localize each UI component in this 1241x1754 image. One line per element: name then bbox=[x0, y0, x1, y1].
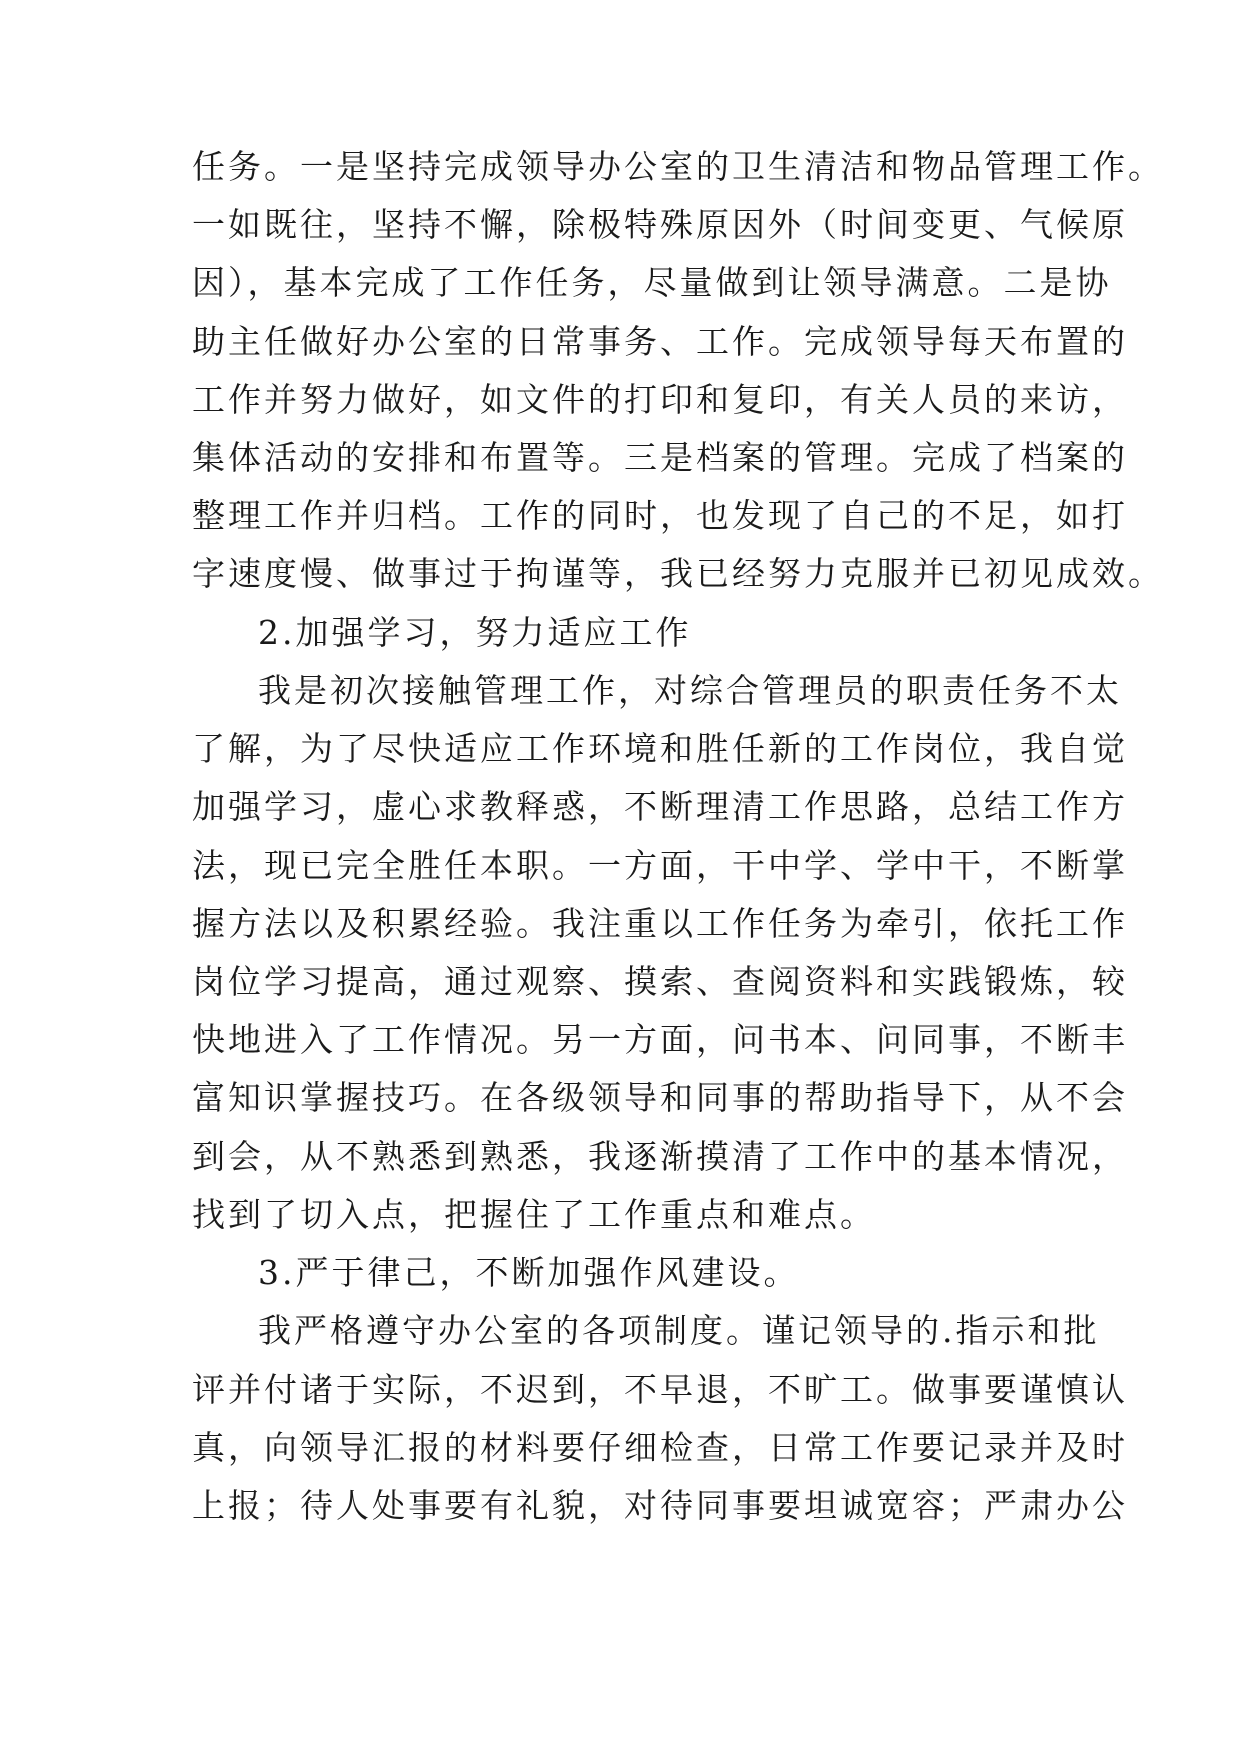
text-line: 法，现已完全胜任本职。一方面，干中学、学中干，不断掌 bbox=[192, 846, 1128, 885]
text-line: 工作并努力做好，如文件的打印和复印，有关人员的来访， bbox=[192, 380, 1128, 419]
text-line: 评并付诸于实际，不迟到，不早退，不旷工。做事要谨慎认 bbox=[192, 1370, 1128, 1409]
section-heading: 3.严于律己，不断加强作风建设。 bbox=[258, 1253, 800, 1292]
text-line: 岗位学习提高，通过观察、摸索、查阅资料和实践锻炼，较 bbox=[192, 962, 1128, 1001]
text-line: 我是初次接触管理工作，对综合管理员的职责任务不太 bbox=[258, 671, 1122, 710]
text-line: 我严格遵守办公室的各项制度。谨记领导的.指示和批 bbox=[258, 1311, 1100, 1350]
text-line: 集体活动的安排和布置等。三是档案的管理。完成了档案的 bbox=[192, 438, 1128, 477]
text-line: 加强学习，虚心求教释惑，不断理清工作思路，总结工作方 bbox=[192, 787, 1128, 826]
text-line: 一如既往，坚持不懈，除极特殊原因外（时间变更、气候原 bbox=[192, 205, 1128, 244]
text-line: 上报；待人处事要有礼貌，对待同事要坦诚宽容；严肃办公 bbox=[192, 1486, 1128, 1525]
text-line: 了解，为了尽快适应工作环境和胜任新的工作岗位，我自觉 bbox=[192, 729, 1128, 768]
section-heading: 2.加强学习，努力适应工作 bbox=[258, 613, 692, 652]
text-line: 握方法以及积累经验。我注重以工作任务为牵引，依托工作 bbox=[192, 904, 1128, 943]
text-line: 整理工作并归档。工作的同时，也发现了自己的不足，如打 bbox=[192, 496, 1128, 535]
text-line: 快地进入了工作情况。另一方面，问书本、问同事，不断丰 bbox=[192, 1020, 1128, 1059]
text-line: 字速度慢、做事过于拘谨等，我已经努力克服并已初见成效。 bbox=[192, 554, 1164, 593]
text-line: 助主任做好办公室的日常事务、工作。完成领导每天布置的 bbox=[192, 322, 1128, 361]
text-line: 任务。一是坚持完成领导办公室的卫生清洁和物品管理工作。 bbox=[192, 147, 1164, 186]
text-line: 找到了切入点，把握住了工作重点和难点。 bbox=[192, 1195, 876, 1234]
text-line: 富知识掌握技巧。在各级领导和同事的帮助指导下，从不会 bbox=[192, 1078, 1128, 1117]
text-line: 到会，从不熟悉到熟悉，我逐渐摸清了工作中的基本情况， bbox=[192, 1137, 1128, 1176]
text-line: 真，向领导汇报的材料要仔细检查，日常工作要记录并及时 bbox=[192, 1428, 1128, 1467]
text-line: 因），基本完成了工作任务，尽量做到让领导满意。二是协 bbox=[192, 263, 1112, 302]
